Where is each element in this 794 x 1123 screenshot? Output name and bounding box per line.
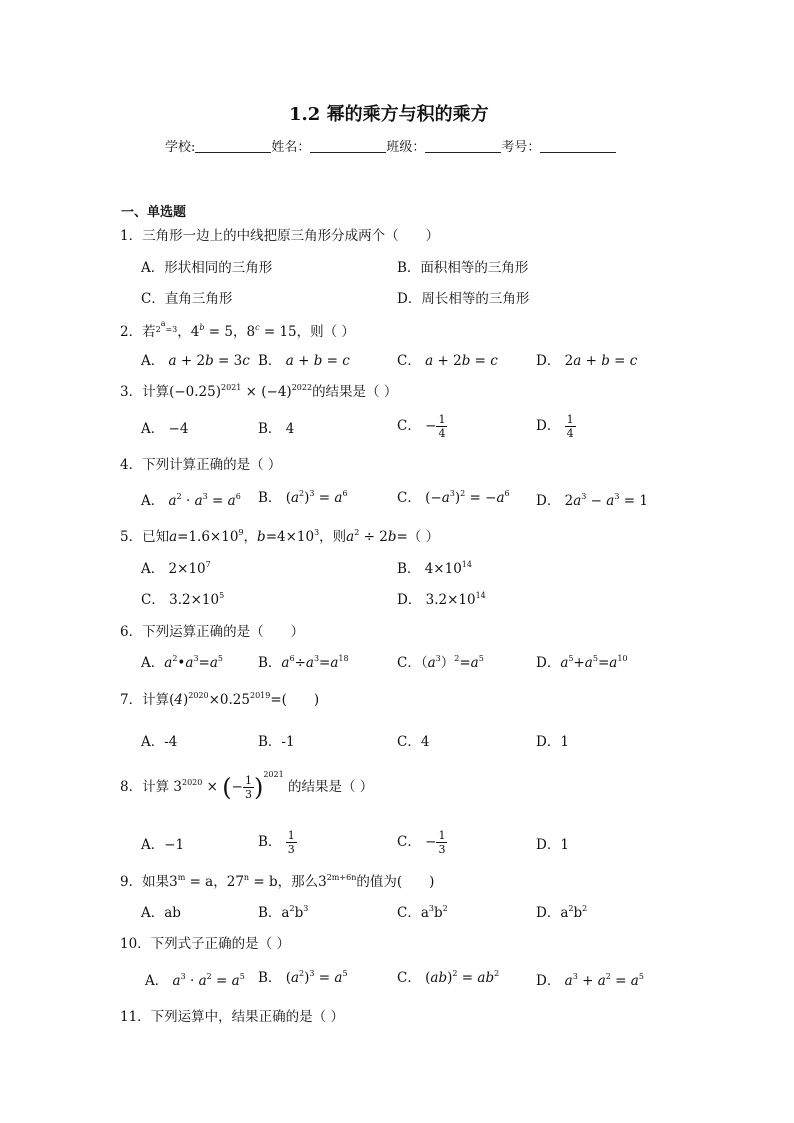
name-label: 姓名： xyxy=(271,140,311,155)
q4-option-c[interactable]: C． $(-a^3)^2 = -a^6$ xyxy=(397,489,510,506)
section-heading: 一、单选题 xyxy=(121,205,187,220)
q3-option-c[interactable]: C． − $\frac{1}{4}$ xyxy=(397,413,446,440)
q8-option-b[interactable]: B． $\frac{1}{3}$ xyxy=(258,829,295,856)
q5-option-c[interactable]: C． $3.2\times 10^5$ xyxy=(141,591,225,608)
q7-option-b[interactable]: B．-1 xyxy=(258,734,295,750)
q9-option-b[interactable]: B．$a^2b^3$ xyxy=(258,904,309,921)
q10-option-c[interactable]: C． $(ab)^2 = ab^2$ xyxy=(397,969,500,986)
question-8-stem: 8．计算 $3^{2020}$ × (− $\frac{1}{3}$ )$^{2021}$ 的结果是（ ） xyxy=(120,770,374,802)
class-label: 班级： xyxy=(386,140,426,155)
page-title: 1.2 幂的乘方与积的乘方 xyxy=(289,104,489,125)
id-blank[interactable] xyxy=(540,140,616,153)
q1-option-b[interactable]: B．面积相等的三角形 xyxy=(397,260,529,276)
q4-option-b[interactable]: B． $(a^2)^3 = a^6$ xyxy=(258,489,348,506)
q2-option-d[interactable]: D． 2a + b = c xyxy=(536,353,638,369)
q6-option-c[interactable]: C．$(a^3)^2=a^5$ xyxy=(397,654,484,671)
q6-option-b[interactable]: B．$a^6\div a^3=a^{18}$ xyxy=(258,654,349,671)
q9-option-a[interactable]: A．ab xyxy=(141,905,181,921)
q8-option-c[interactable]: C． − $\frac{1}{3}$ xyxy=(397,829,446,856)
q2-option-b[interactable]: B． a + b = c xyxy=(258,353,350,369)
question-4-stem: 4．下列计算正确的是（ ） xyxy=(120,457,282,473)
q6-option-a[interactable]: A．$a^2•a^3=a^5$ xyxy=(141,654,223,671)
q8-option-a[interactable]: A．−1 xyxy=(141,837,185,853)
q9-option-c[interactable]: C．$a^3b^2$ xyxy=(397,904,448,921)
q5-option-b[interactable]: B． $4\times 10^{14}$ xyxy=(397,560,472,577)
question-10-stem: 10．下列式子正确的是（ ） xyxy=(120,936,290,952)
student-info-line xyxy=(165,140,616,154)
question-1-stem: 1．三角形一边上的中线把原三角形分成两个（ ） xyxy=(120,228,440,244)
class-blank[interactable] xyxy=(425,140,501,153)
q8-option-d[interactable]: D．1 xyxy=(536,837,569,853)
q3-option-b[interactable]: B． 4 xyxy=(258,421,295,437)
question-9-stem: 9．如果$3^m = a$，$27^n = b$，那么$3^{2m+6n}$的值为( ) xyxy=(120,873,435,890)
q4-option-a[interactable]: A． $a^2 \cdot a^3 = a^6$ xyxy=(141,492,241,509)
q10-option-d[interactable]: D． $a^3 + a^2 = a^5$ xyxy=(536,972,644,989)
q3-option-d[interactable]: D． $\frac{1}{4}$ xyxy=(536,413,574,440)
q10-option-a[interactable]: A． $a^3 \cdot a^2 = a^5$ xyxy=(145,972,245,989)
question-6-stem: 6．下列运算正确的是（ ） xyxy=(120,624,305,640)
q3-option-a[interactable]: A． −4 xyxy=(141,421,189,437)
name-blank[interactable] xyxy=(310,140,386,153)
question-5-stem: 5．已知$a=1.6\times 10^9$，$b=4\times 10^3$，则$a^2 \div 2b=$（ ） xyxy=(120,528,440,545)
q2-option-c[interactable]: C． a + 2b = c xyxy=(397,353,498,369)
id-label: 考号： xyxy=(501,140,541,155)
question-7-stem: 7．计算$(4)^{2020}\times 0.25^{2019}=$( ) xyxy=(120,691,320,708)
q7-option-a[interactable]: A．-4 xyxy=(141,734,178,750)
question-2-stem: 2．若$^{2^a=3}$，$4^b = 5$，$8^c = 15$，则（ ） xyxy=(120,319,355,340)
q1-option-c[interactable]: C．直角三角形 xyxy=(141,291,233,307)
q7-option-c[interactable]: C．4 xyxy=(397,734,430,750)
q10-option-b[interactable]: B． $(a^2)^3 = a^5$ xyxy=(258,969,348,986)
question-11-stem: 11．下列运算中，结果正确的是（ ） xyxy=(120,1009,344,1025)
q4-option-d[interactable]: D． $2a^3 - a^3 = 1$ xyxy=(536,492,648,509)
q6-option-d[interactable]: D．$a^5+a^5=a^{10}$ xyxy=(536,654,628,671)
school-label: 学校: xyxy=(165,140,196,155)
question-3-stem: 3．计算$(-0.25)^{2021} \times (-4)^{2022}$的结果是（ ） xyxy=(120,383,398,400)
q5-option-d[interactable]: D． $3.2\times 10^{14}$ xyxy=(397,591,486,608)
q5-option-a[interactable]: A． $2\times 10^7$ xyxy=(141,560,211,577)
school-blank[interactable] xyxy=(195,140,271,153)
q7-option-d[interactable]: D．1 xyxy=(536,734,569,750)
q1-option-a[interactable]: A．形状相同的三角形 xyxy=(141,260,273,276)
q2-option-a[interactable]: A． a + 2b = 3c xyxy=(141,353,250,369)
q1-option-d[interactable]: D．周长相等的三角形 xyxy=(397,291,530,307)
q9-option-d[interactable]: D．$a^2b^2$ xyxy=(536,904,588,921)
